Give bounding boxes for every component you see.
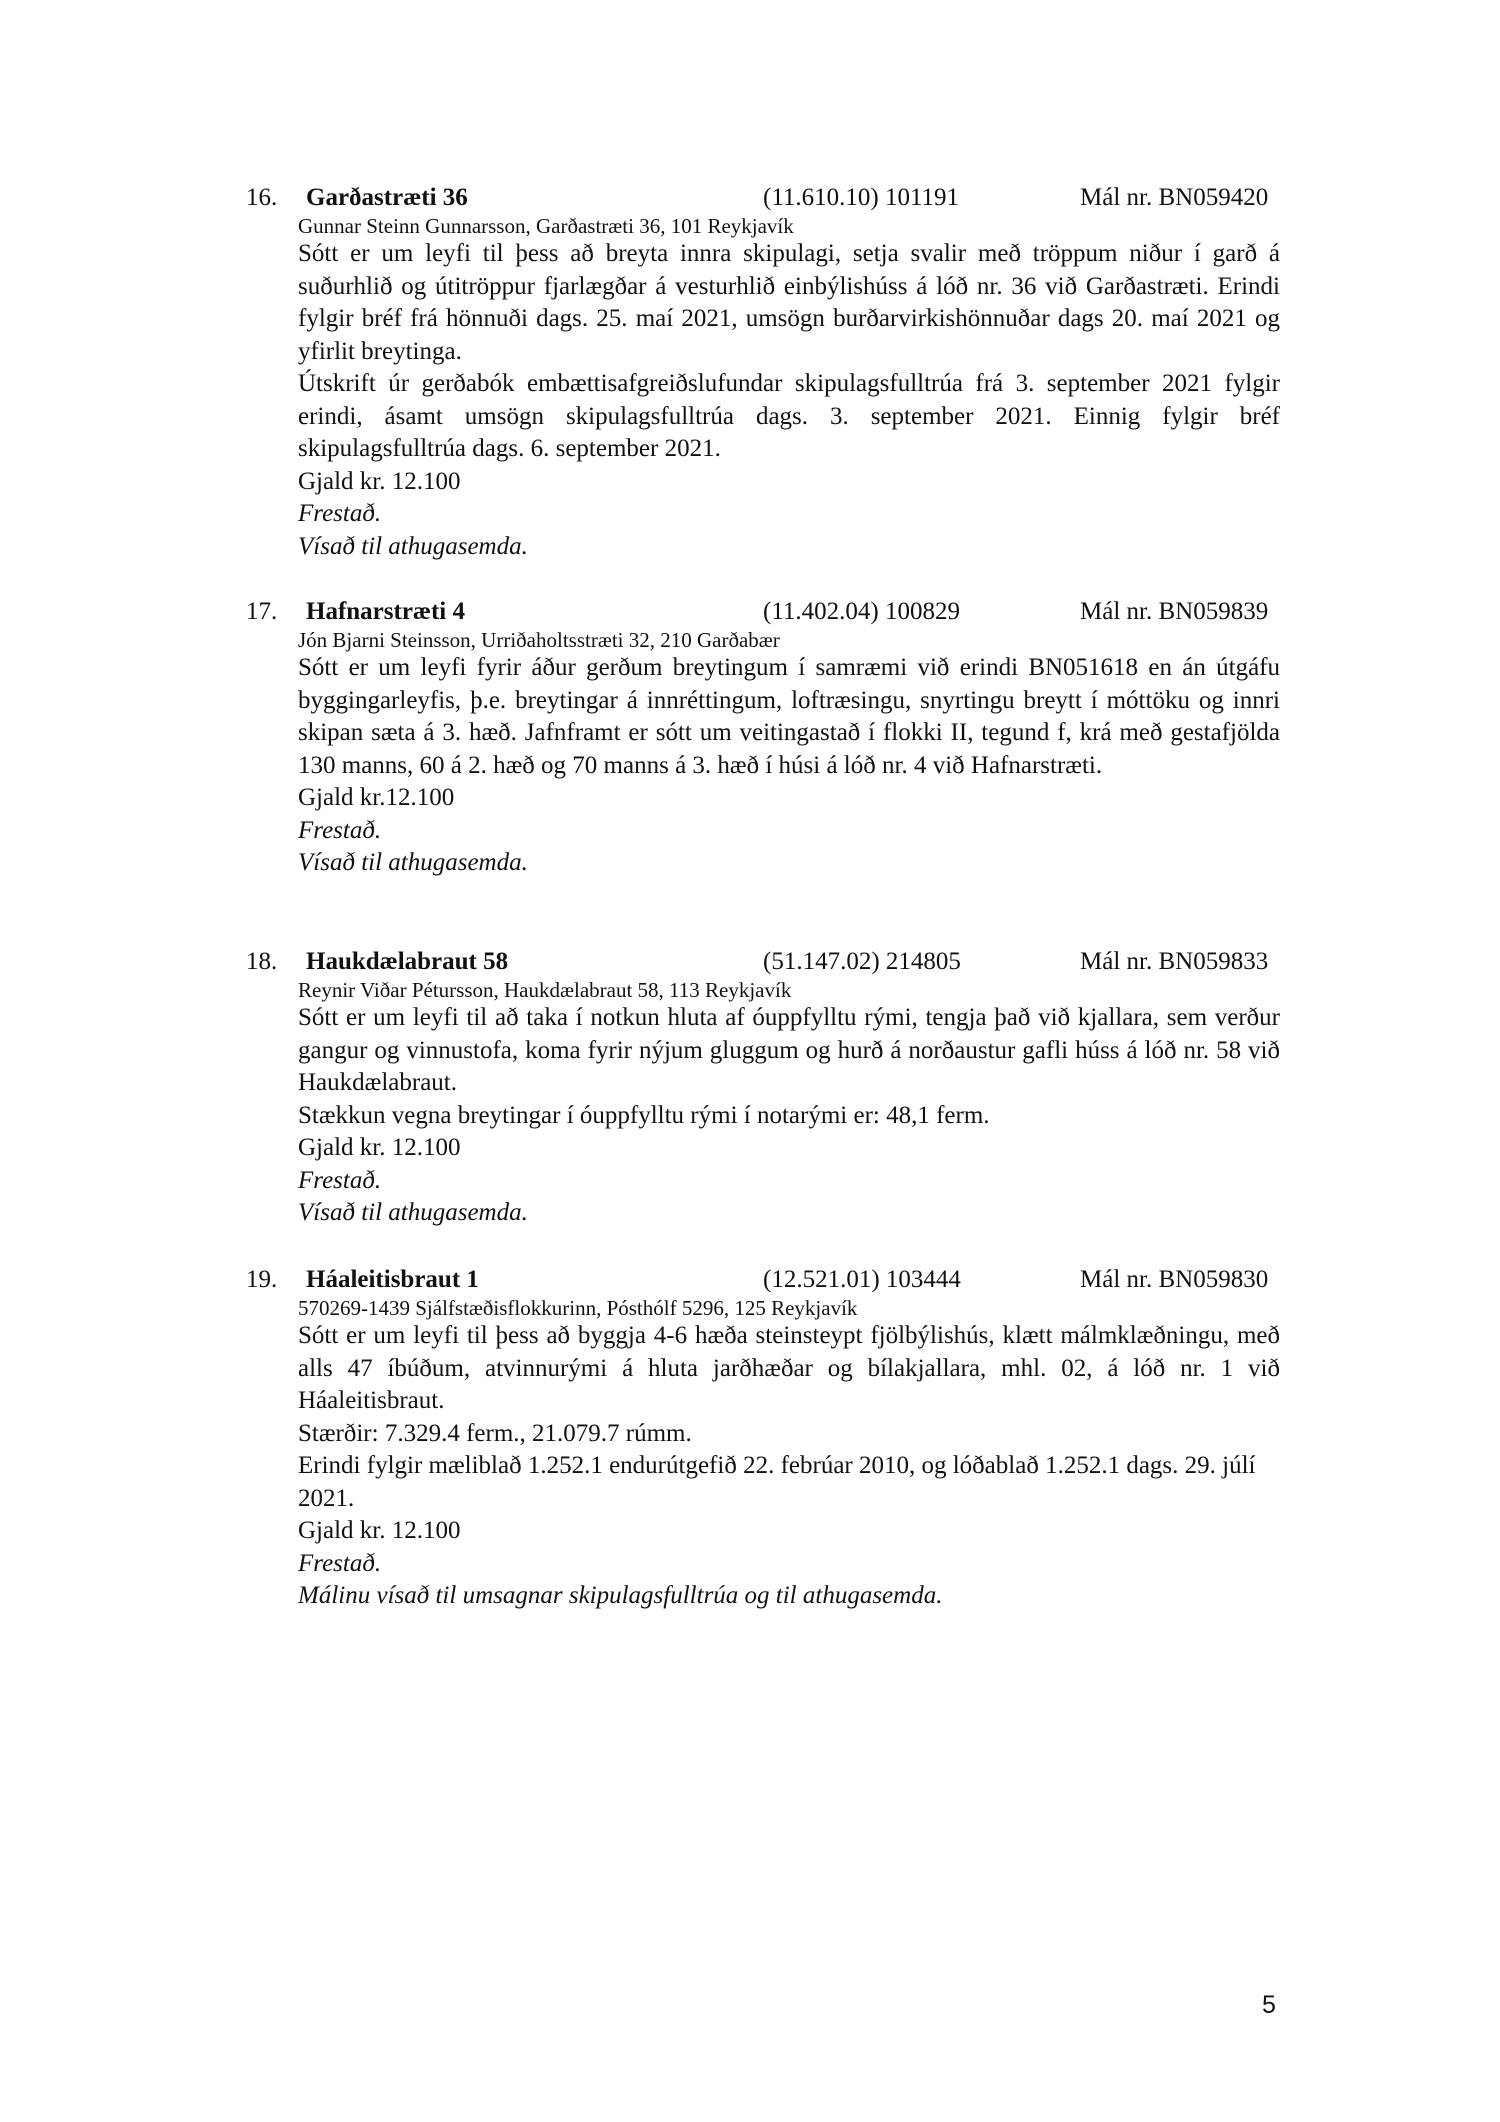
case-land-reference: (11.402.04) 100829 bbox=[763, 598, 960, 625]
case-file-number: Mál nr. BN059420 bbox=[1080, 184, 1269, 211]
case-status: Frestað. bbox=[298, 1166, 382, 1194]
case-paragraph: Sótt er um leyfi til að taka í notkun hluta af óuppfylltu rými, tengja það við kjallara, sem verður gangur og vinnustofa, koma fyrir nýjum gluggum og hurð á norðaustur gafli húss á lóð nr. 58 við Haukdælabraut. bbox=[298, 1004, 1280, 1096]
case-address: Háaleitisbraut 1 bbox=[306, 1266, 479, 1293]
case-applicant: Gunnar Steinn Gunnarsson, Garðastræti 36, 101 Reykjavík bbox=[298, 214, 794, 238]
case-file-number: Mál nr. BN059830 bbox=[1080, 1266, 1269, 1293]
case-land-reference: (12.521.01) 103444 bbox=[763, 1266, 961, 1293]
case-entry bbox=[0, 182, 1500, 563]
case-entry bbox=[0, 596, 1500, 880]
case-fee: Gjald kr. 12.100 bbox=[298, 467, 461, 495]
case-header bbox=[0, 182, 1500, 214]
case-header bbox=[0, 946, 1500, 978]
case-address: Garðastræti 36 bbox=[306, 184, 468, 211]
case-decision-note: Vísað til athugasemda. bbox=[298, 1199, 528, 1226]
case-applicant: 570269-1439 Sjálfstæðisflokkurinn, Pósthólf 5296, 125 Reykjavík bbox=[298, 1296, 858, 1320]
case-paragraph: Sótt er um leyfi til þess að breyta innra skipulagi, setja svalir með tröppum niður í garð á suðurhlið og útitröppur fjarlægðar á vesturhlið einbýlishúss á lóð nr. 36 við Garðastræti. Erindi fylgir bréf frá hönnuði dags. 25. maí 2021, umsögn burðarvirkishönnuðar dags 20. maí 2021 og yfirlit breytinga. bbox=[298, 240, 1280, 365]
case-fee: Gjald kr. 12.100 bbox=[298, 1134, 461, 1161]
case-number: 18. bbox=[246, 948, 278, 975]
case-address: Haukdælabraut 58 bbox=[306, 948, 509, 975]
case-decision-note: Málinu vísað til umsagnar skipulagsfulltrúa og til athugasemda. bbox=[298, 1582, 943, 1609]
case-file-number: Mál nr. BN059833 bbox=[1080, 948, 1269, 975]
case-decision-note: Vísað til athugasemda. bbox=[298, 849, 528, 876]
case-status: Frestað. bbox=[298, 816, 382, 844]
case-paragraph: Sótt er um leyfi til þess að byggja 4-6 hæða steinsteypt fjölbýlishús, klætt málmklæðningu, með alls 47 íbúðum, atvinnurými á hluta jarðhæðar og bílakjallara, mhl. 02, á lóð nr. 1 við Háaleitisbraut. bbox=[298, 1322, 1280, 1414]
case-address: Hafnarstræti 4 bbox=[306, 598, 465, 625]
case-fee: Gjald kr. 12.100 bbox=[298, 1517, 461, 1544]
case-land-reference: (51.147.02) 214805 bbox=[763, 948, 961, 975]
case-file-number: Mál nr. BN059839 bbox=[1080, 598, 1269, 625]
case-paragraph: Útskrift úr gerðabók embættisafgreiðslufundar skipulagsfulltrúa frá 3. september 2021 fylgir erindi, ásamt umsögn skipulagsfulltrúa dags. 3. september 2021. Einnig fylgir bréf skipulagsfulltrúa dags. 6. september 2021. bbox=[298, 370, 1280, 462]
case-paragraph: Stærðir: 7.329.4 ferm., 21.079.7 rúmm. bbox=[298, 1419, 692, 1447]
case-body bbox=[298, 1320, 1280, 1613]
case-paragraph: Erindi fylgir mæliblað 1.252.1 endurútgefið 22. febrúar 2010, og lóðablað 1.252.1 dags. 29. júlí 2021. bbox=[298, 1452, 1256, 1512]
case-fee: Gjald kr.12.100 bbox=[298, 784, 455, 811]
case-body bbox=[298, 1002, 1280, 1230]
case-paragraph: Stækkun vegna breytingar í óuppfylltu rými í notarými er: 48,1 ferm. bbox=[298, 1101, 990, 1129]
case-entry bbox=[0, 1264, 1500, 1613]
case-header bbox=[0, 596, 1500, 628]
case-body bbox=[298, 652, 1280, 880]
case-status: Frestað. bbox=[298, 500, 382, 527]
case-number: 17. bbox=[246, 598, 278, 625]
case-header bbox=[0, 1264, 1500, 1296]
case-body bbox=[298, 238, 1280, 563]
case-number: 16. bbox=[246, 184, 278, 211]
case-entry bbox=[0, 946, 1500, 1230]
case-applicant: Reynir Viðar Pétursson, Haukdælabraut 58, 113 Reykjavík bbox=[298, 978, 792, 1002]
page-number: 5 bbox=[1262, 1991, 1276, 2019]
case-paragraph: Sótt er um leyfi fyrir áður gerðum breytingum í samræmi við erindi BN051618 en án útgáfu byggingarleyfis, þ.e. breytingar á innréttingum, loftræsingu, snyrtingu breytt í móttöku og innri skipan sæta á 3. hæð. Jafnframt er sótt um veitingastað í flokki II, tegund f, krá með gestafjölda 130 manns, 60 á 2. hæð og 70 manns á 3. hæð í húsi á lóð nr. 4 við Hafnarstræti. bbox=[298, 654, 1280, 779]
case-number: 19. bbox=[246, 1266, 278, 1293]
case-land-reference: (11.610.10) 101191 bbox=[763, 184, 960, 211]
case-decision-note: Vísað til athugasemda. bbox=[298, 532, 528, 560]
case-status: Frestað. bbox=[298, 1549, 382, 1577]
case-applicant: Jón Bjarni Steinsson, Urriðaholtsstræti 32, 210 Garðabær bbox=[298, 628, 780, 652]
